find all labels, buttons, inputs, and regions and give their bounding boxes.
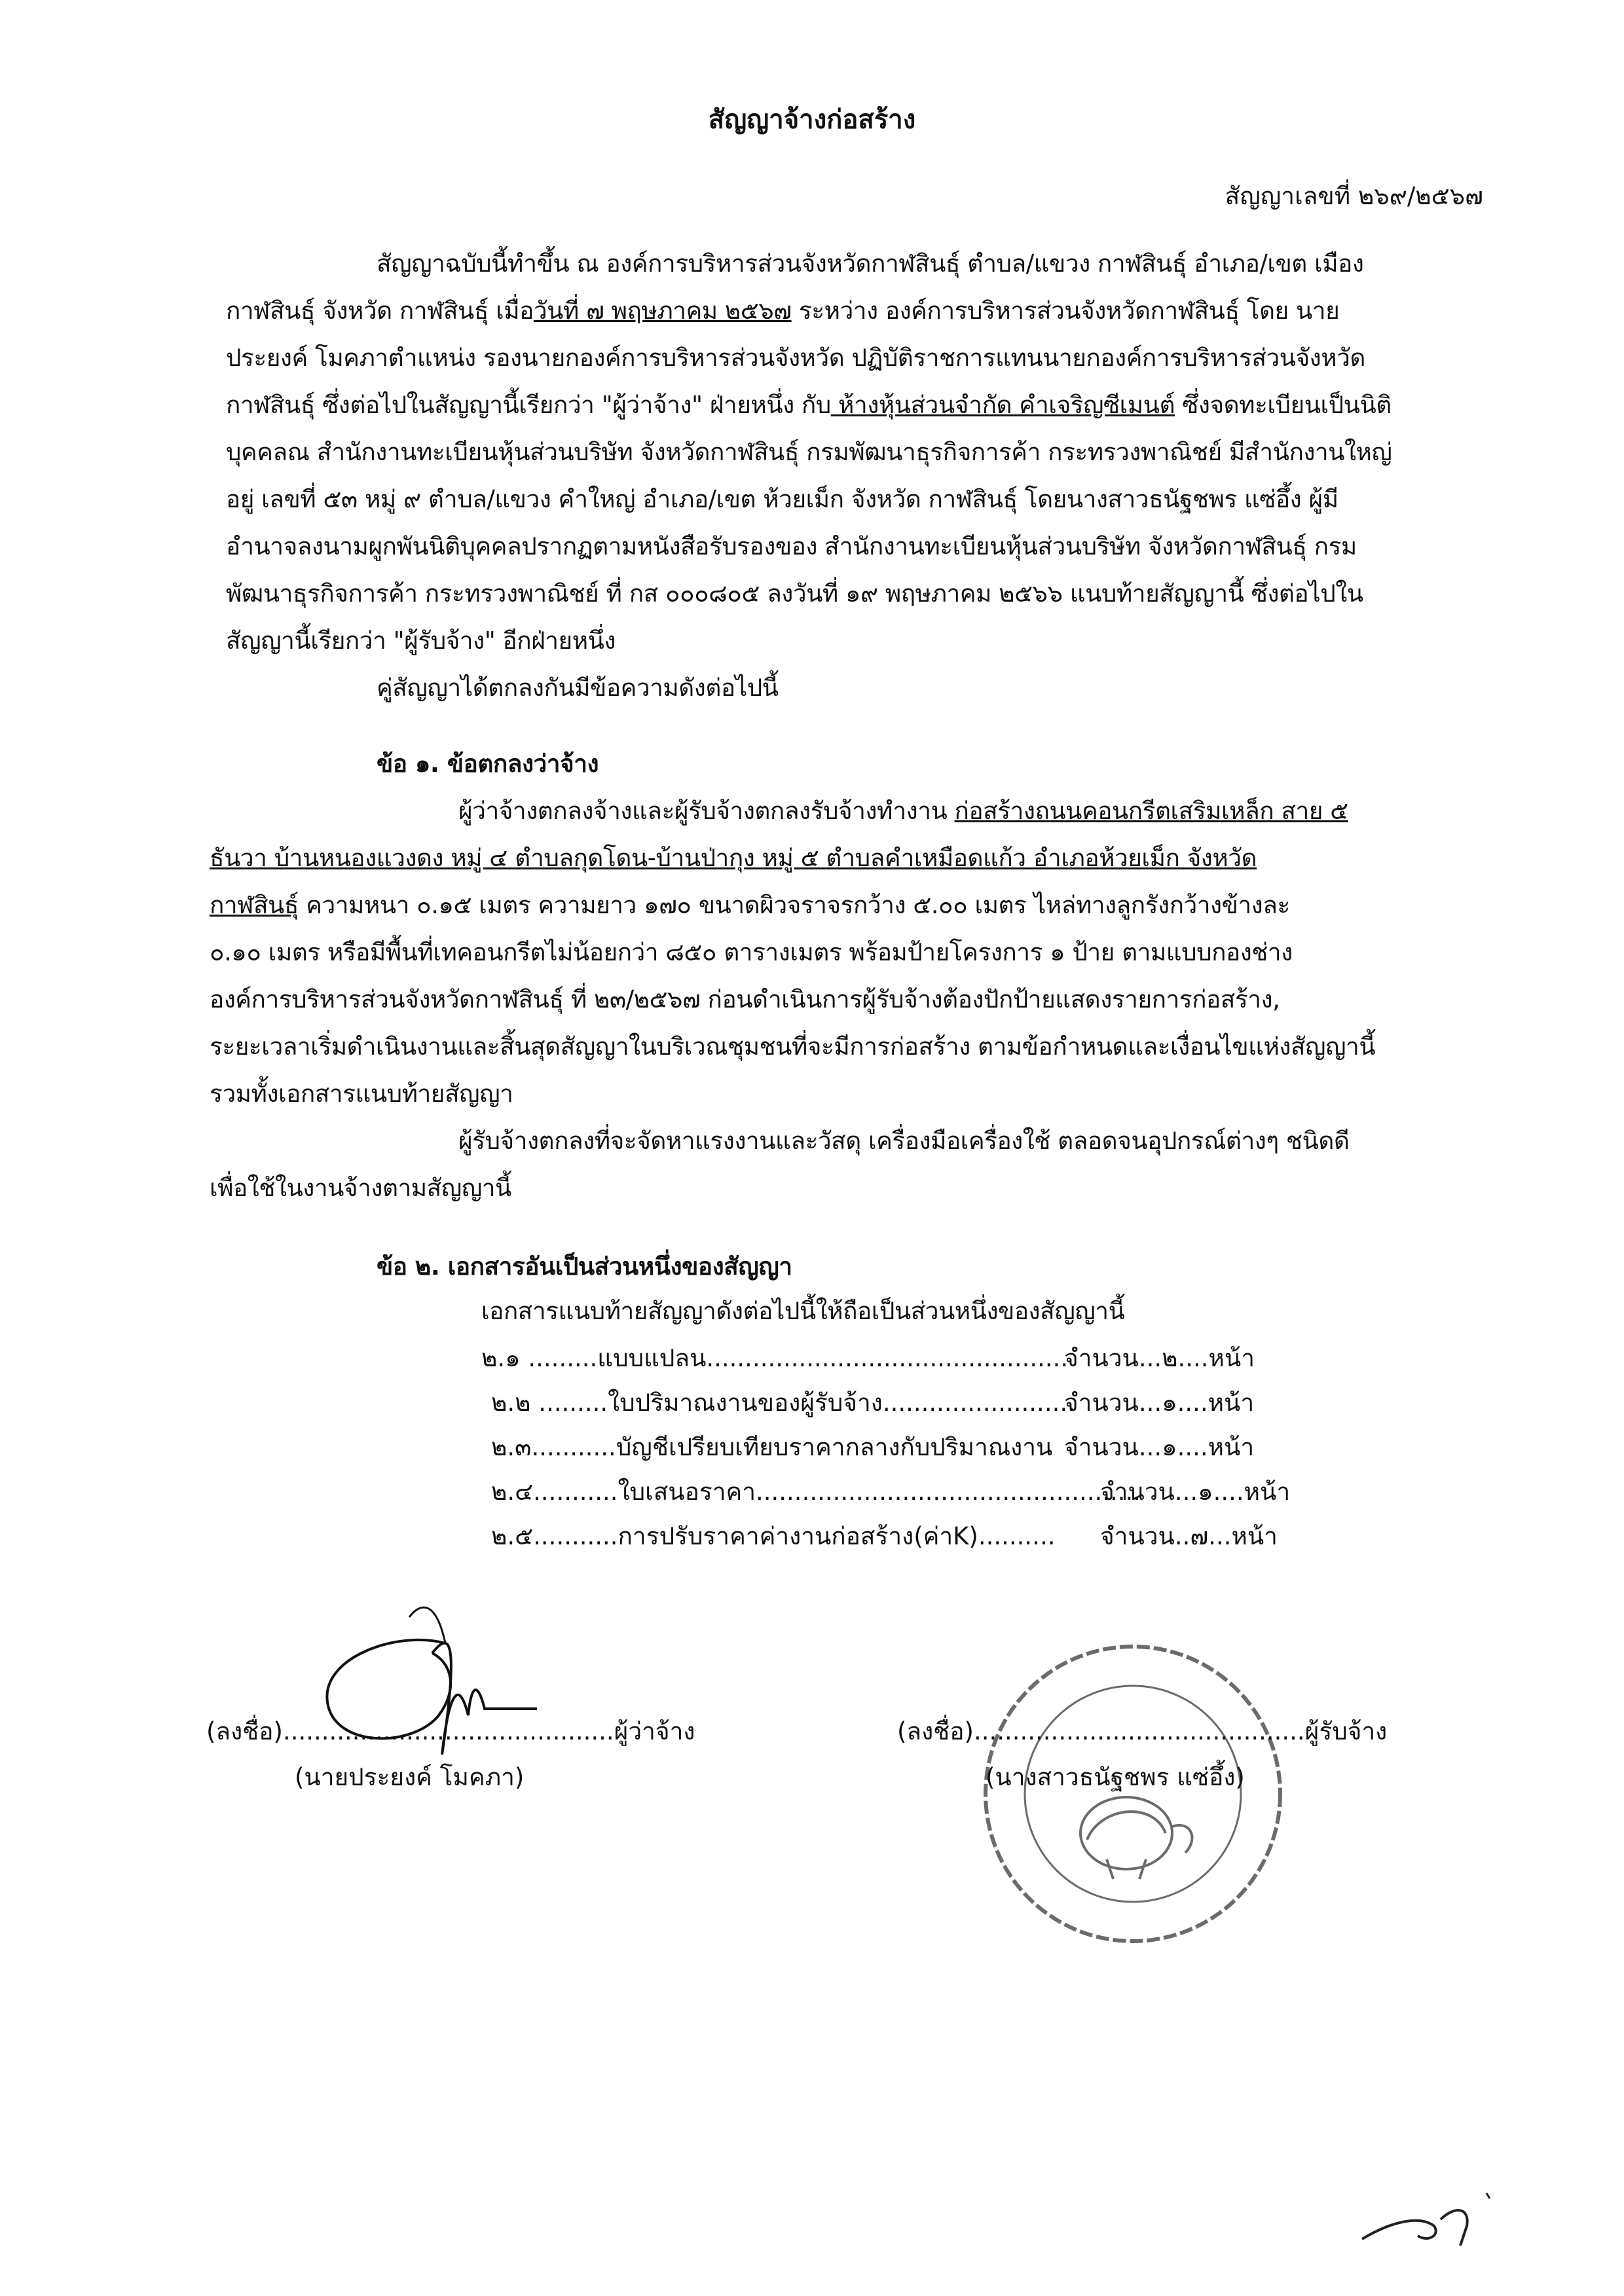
- preamble-text: กาฬสินธุ์ ซึ่งต่อไปในสัญญานี้เรียกว่า "ผู้ว่าจ้าง" ฝ่ายหนึ่ง กับ: [226, 391, 831, 419]
- contract-date: วันที่ ๗ พฤษภาคม ๒๕๖๗: [533, 297, 792, 325]
- employer-signature-line: (ลงชื่อ)...........................................ผู้ว่าจ้าง: [206, 1717, 695, 1745]
- attachment-label: ๒.๔...........ใบเสนอราคา..................................................: [491, 1478, 1141, 1506]
- contractor-firm: ห้างหุ้นส่วนจำกัด คำเจริญซีเมนต์: [830, 391, 1175, 419]
- attachment-label: ๒.๒ .........ใบปริมาณงานของผู้รับจ้าง.........................: [491, 1389, 1075, 1417]
- clause-1-line: ระยะเวลาเริ่มดำเนินงานและสิ้นสุดสัญญาในบริเวณชุมชนที่จะมีการก่อสร้าง ตามข้อกำหนดและเงื่อนไขแห่งสัญญานี้: [210, 1032, 1376, 1061]
- preamble-line: ประยงค์ โมคภาตำแหน่ง รองนายกองค์การบริหารส่วนจังหวัด ปฏิบัติราชการแทนนายกองค์การบริหารส่วนจังหวัด: [226, 344, 1365, 372]
- attachment-label: ๒.๑ .........แบบแปลน...............................................: [481, 1344, 1069, 1372]
- attachment-count: จำนวน...๒....หน้า: [1064, 1344, 1255, 1372]
- project-location: ธันวา บ้านหนองแวงดง หมู่ ๔ ตำบลกุดโดน-บ้านป่ากุง หมู่ ๕ ตำบลคำเหมือดแก้ว อำเภอห้วยเม็ก จังหวัด: [210, 844, 1257, 872]
- company-seal: [976, 1637, 1290, 1951]
- contract-number: สัญญาเลขที่ ๒๖๙/๒๕๖๗: [1225, 182, 1483, 210]
- preamble-line: [226, 389, 1392, 422]
- preamble-text: กาฬสินธุ์ จังหวัด กาฬสินธุ์ เมื่อ: [226, 297, 534, 325]
- attachment-label: ๒.๕...........การปรับราคาค่างานก่อสร้าง(ค่าK)..........: [491, 1522, 1056, 1550]
- preamble-line: อยู่ เลขที่ ๕๓ หมู่ ๙ ตำบล/แขวง คำใหญ่ อำเภอ/เขต ห้วยเม็ก จังหวัด กาฬสินธุ์ โดยนางสาวธนัฐชพร แซ่อึ้ง ผู้มี: [226, 485, 1338, 513]
- contractor-signature-line: (ลงชื่อ)...........................................ผู้รับจ้าง: [897, 1717, 1388, 1745]
- employer-name: (นายประยงค์ โมคภา): [295, 1763, 525, 1791]
- preamble-text: ซึ่งจดทะเบียนเป็นนิติ: [1175, 391, 1392, 419]
- preamble-text: ระหว่าง องค์การบริหารส่วนจังหวัดกาฬสินธุ์ โดย นาย: [791, 297, 1340, 325]
- preamble-line: บุคคลณ สำนักงานทะเบียนหุ้นส่วนบริษัท จังหวัดกาฬสินธุ์ กรมพัฒนาธุรกิจการค้า กระทรวงพาณิชย์ มีสำนักงานใหญ่: [226, 438, 1392, 466]
- attachment-count: จำนวน...๑....หน้า: [1064, 1433, 1255, 1461]
- attachment-count: จำนวน...๑....หน้า: [1064, 1389, 1255, 1417]
- project-province: กาฬสินธุ์: [210, 891, 299, 919]
- clause-2-intro: เอกสารแนบท้ายสัญญาดังต่อไปนี้ให้ถือเป็นส่วนหนึ่งของสัญญานี้: [481, 1297, 1125, 1325]
- document-title: สัญญาจ้างก่อสร้าง: [708, 105, 916, 135]
- page-initial: [1356, 2180, 1500, 2259]
- clause-1-heading: ข้อ ๑. ข้อตกลงว่าจ้าง: [377, 750, 599, 778]
- clause-1-line: [210, 889, 1290, 922]
- preamble-line: คู่สัญญาได้ตกลงกันมีข้อความดังต่อไปนี้: [377, 674, 779, 702]
- clause-1-text: ความหนา ๐.๑๕ เมตร ความยาว ๑๗๐ ขนาดผิวจราจรกว้าง ๕.๐๐ เมตร ไหล่ทางลูกรังกว้างข้างละ: [298, 891, 1290, 919]
- clause-1-line: องค์การบริหารส่วนจังหวัดกาฬสินธุ์ ที่ ๒๓/๒๕๖๗ ก่อนดำเนินการผู้รับจ้างต้องปักป้ายแสดงรายการก่อสร้าง,: [210, 985, 1280, 1013]
- contractor-name: (นางสาวธนัฐชพร แซ่อึ้ง): [986, 1763, 1245, 1791]
- preamble-line: พัฒนาธุรกิจการค้า กระทรวงพาณิชย์ ที่ กส ๐๐๐๘๐๕ ลงวันที่ ๑๙ พฤษภาคม ๒๕๖๖ แนบท้ายสัญญานี้ ซึ่งต่อไปใน: [226, 579, 1363, 608]
- preamble-line: สัญญาฉบับนี้ทำขึ้น ณ องค์การบริหารส่วนจังหวัดกาฬสินธุ์ ตำบล/แขวง กาฬสินธุ์ อำเภอ/เขต เมือง: [377, 249, 1364, 278]
- project-name: ก่อสร้างถนนคอนกรีตเสริมเหล็ก สาย ๕: [954, 797, 1348, 825]
- clause-1-line: [458, 795, 1348, 828]
- preamble-line: [226, 295, 1339, 327]
- clause-1-line: เพื่อใช้ในงานจ้างตามสัญญานี้: [210, 1174, 511, 1202]
- clause-1-line: ผู้รับจ้างตกลงที่จะจัดหาแรงงานและวัสดุ เครื่องมือเครื่องใช้ ตลอดจนอุปกรณ์ต่างๆ ชนิดดี: [458, 1127, 1350, 1155]
- clause-2-heading: ข้อ ๒. เอกสารอันเป็นส่วนหนึ่งของสัญญา: [377, 1252, 792, 1281]
- clause-1-line: ๐.๑๐ เมตร หรือมีพื้นที่เทคอนกรีตไม่น้อยกว่า ๘๕๐ ตารางเมตร พร้อมป้ายโครงการ ๑ ป้าย ตามแบบกองช่าง: [210, 938, 1293, 966]
- preamble-line: สัญญานี้เรียกว่า "ผู้รับจ้าง" อีกฝ่ายหนึ่ง: [226, 627, 616, 655]
- preamble-line: อำนาจลงนามผูกพันนิติบุคคลปรากฏตามหนังสือรับรองของ สำนักงานทะเบียนหุ้นส่วนบริษัท จังหวัดกาฬสินธุ์ กรม: [226, 532, 1357, 560]
- attachment-count: จำนวน...๑....หน้า: [1100, 1478, 1291, 1506]
- attachment-label: ๒.๓...........บัญชีเปรียบเทียบราคากลางกับปริมาณงาน: [491, 1433, 1053, 1461]
- clause-1-text: ผู้ว่าจ้างตกลงจ้างและผู้รับจ้างตกลงรับจ้างทำงาน: [458, 797, 955, 825]
- attachment-count: จำนวน..๗...หน้า: [1100, 1522, 1278, 1550]
- clause-1-line: รวมทั้งเอกสารแนบท้ายสัญญา: [210, 1080, 513, 1108]
